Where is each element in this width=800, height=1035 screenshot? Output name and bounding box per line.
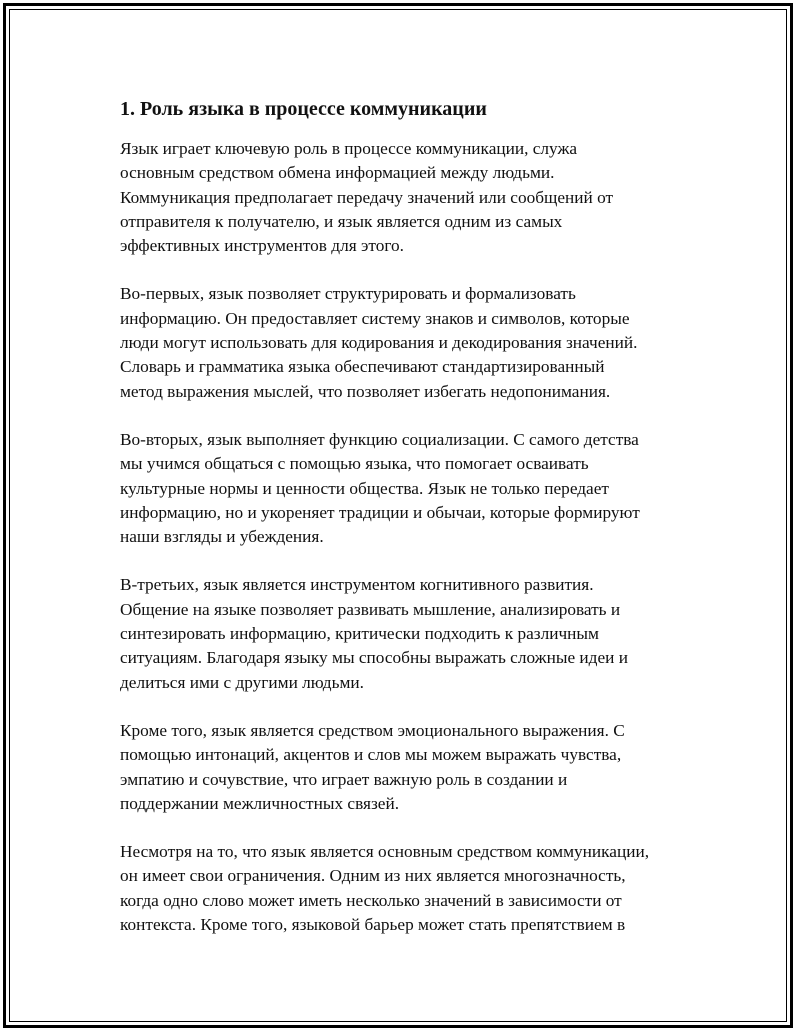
text-line: Во-первых, язык позволяет структурировать и формализовать xyxy=(120,284,576,304)
text-line: В-третьих, язык является инструментом когнитивного развития. xyxy=(120,575,594,595)
text-line: Коммуникация предполагает передачу значений или сообщений от xyxy=(120,187,614,207)
text-line: наши взгляды и убеждения. xyxy=(120,527,324,547)
text-line: Во-вторых, язык выполняет функцию социализации. С самого детства xyxy=(120,429,639,449)
text-line: основным средством обмена информацией между людьми. xyxy=(120,163,555,183)
text-line: эмпатию и сочувствие, что играет важную роль в создании и xyxy=(120,769,568,789)
text-line: делиться ими с другими людьми. xyxy=(120,672,364,692)
text-line: Кроме того, язык является средством эмоционального выражения. С xyxy=(120,720,625,740)
text-line: информацию. Он предоставляет систему знаков и символов, которые xyxy=(120,308,630,328)
paragraph-3 xyxy=(120,428,710,549)
paragraph-1 xyxy=(120,137,710,258)
text-line: он имеет свои ограничения. Одним из них является многозначность, xyxy=(120,866,626,886)
text-line: люди могут использовать для кодирования и декодирования значений. xyxy=(120,333,638,353)
document-body xyxy=(120,96,710,961)
text-line: Язык играет ключевую роль в процессе коммуникации, служа xyxy=(120,139,578,158)
text-line: контекста. Кроме того, языковой барьер может стать препятствием в xyxy=(120,915,626,935)
text-line: Несмотря на то, что язык является основным средством коммуникации, xyxy=(120,842,650,862)
text-line: синтезировать информацию, критически подходить к различным xyxy=(120,624,599,644)
text-line: ситуациям. Благодаря языку мы способны выражать сложные идеи и xyxy=(120,648,628,668)
paragraph-5 xyxy=(120,719,710,816)
text-line: помощью интонаций, акцентов и слов мы можем выражать чувства, xyxy=(120,745,622,765)
paragraph-4 xyxy=(120,573,710,694)
text-line: Общение на языке позволяет развивать мышление, анализировать и xyxy=(120,599,621,619)
text-line: эффективных инструментов для этого. xyxy=(120,236,404,256)
text-line: информацию, но и укореняет традиции и обычаи, которые формируют xyxy=(120,502,640,522)
text-line: культурные нормы и ценности общества. Язык не только передает xyxy=(120,478,609,498)
paragraph-6 xyxy=(120,840,710,937)
paragraph-2 xyxy=(120,282,710,403)
text-line: отправителя к получателю, и язык является одним из самых xyxy=(120,211,563,231)
page-title: 1. Роль языка в процессе коммуникации xyxy=(120,98,487,120)
text-line: когда одно слово может иметь несколько значений в зависимости от xyxy=(120,890,622,910)
text-line: Словарь и грамматика языка обеспечивают стандартизированный xyxy=(120,357,605,377)
text-line: поддержании межличностных связей. xyxy=(120,793,400,813)
text-line: мы учимся общаться с помощью языка, что помогает осваивать xyxy=(120,454,589,474)
page-frame xyxy=(3,3,793,1028)
text-line: метод выражения мыслей, что позволяет избегать недопонимания. xyxy=(120,381,611,401)
